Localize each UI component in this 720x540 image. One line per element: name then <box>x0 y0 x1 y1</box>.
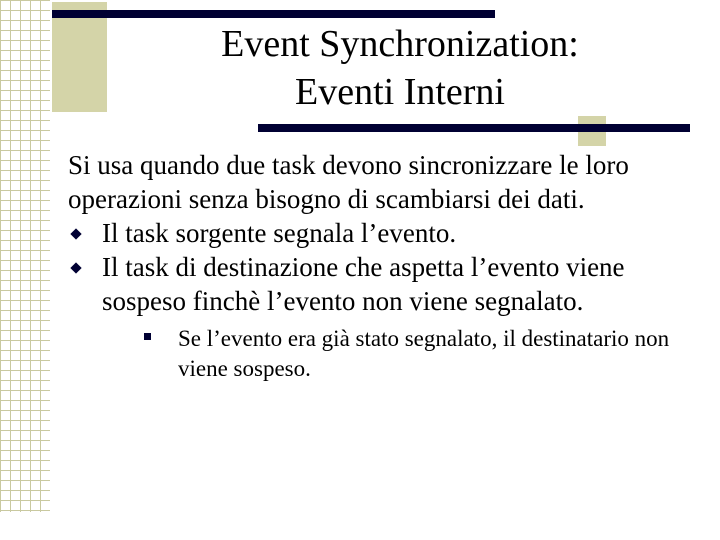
bullet-item <box>68 250 708 318</box>
intro-text: Si usa quando due task devono sincronizzare le loro operazioni senza bisogno di scambiarsi dei dati. <box>68 150 629 214</box>
title-line-1: Event Synchronization: <box>221 23 579 65</box>
title-rule-bottom <box>258 124 690 132</box>
title-rule-top <box>52 10 495 18</box>
diamond-bullet-icon <box>70 262 81 273</box>
slide-body <box>68 148 708 384</box>
accent-block-top <box>52 2 107 112</box>
sub-bullet-item <box>144 318 708 384</box>
diamond-bullet-icon <box>70 228 81 239</box>
bullet-text: Il task di destinazione che aspetta l’evento viene sospeso finchè l’evento non viene segnalato. <box>102 252 625 316</box>
title-line-2: Eventi Interni <box>295 71 505 113</box>
bullet-item <box>68 216 708 250</box>
decorative-grid <box>0 0 50 512</box>
bullet-text: Il task sorgente segnala l’evento. <box>102 218 457 248</box>
slide-title <box>110 20 690 116</box>
sub-bullet-text: Se l’evento era già stato segnalato, il destinatario non viene sospeso. <box>178 326 670 381</box>
square-bullet-icon <box>144 333 151 340</box>
